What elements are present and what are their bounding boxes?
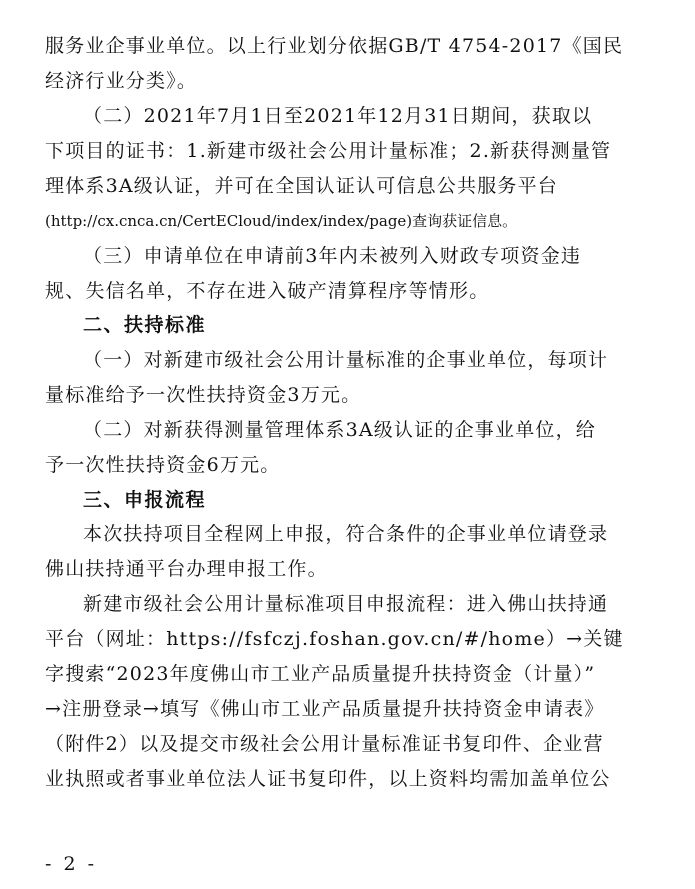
paragraph-line: 佛山扶持通平台办理申报工作。 xyxy=(45,558,328,580)
section-heading: 二、扶持标准 xyxy=(83,314,207,336)
paragraph-line: （三）申请单位在申请前3年内未被列入财政专项资金违 xyxy=(83,245,582,267)
paragraph-line: 下项目的证书：1.新建市级社会公用计量标准；2.新获得测量管 xyxy=(45,140,612,162)
paragraph-line: （附件2）以及提交市级社会公用计量标准证书复印件、企业营 xyxy=(45,733,604,755)
paragraph-line: 经济行业分类》。 xyxy=(45,70,198,92)
paragraph-line: 本次扶持项目全程网上申报，符合条件的企事业单位请登录 xyxy=(83,523,609,545)
paragraph-line: 予一次性扶持资金6万元。 xyxy=(45,454,281,476)
paragraph-line: →注册登录→填写《佛山市工业产品质量提升扶持资金申请表》 xyxy=(45,698,605,720)
paragraph-line: 业执照或者事业单位法人证书复印件，以上资料均需加盖单位公 xyxy=(45,768,611,790)
paragraph-line: 平台（网址：https://fsfczj.foshan.gov.cn/#/home）→关键 xyxy=(45,628,624,650)
paragraph-line: 服务业企事业单位。以上行业划分依据GB/T 4754-2017《国民 xyxy=(45,35,624,57)
paragraph-line: 理体系3A级认证，并可在全国认证认可信息公共服务平台 xyxy=(45,175,559,197)
paragraph-line: 量标准给予一次性扶持资金3万元。 xyxy=(45,384,362,406)
paragraph-line: 规、失信名单，不存在进入破产清算程序等情形。 xyxy=(45,280,490,302)
section-heading: 三、申报流程 xyxy=(83,489,207,511)
paragraph-line: 字搜索“2023年度佛山市工业产品质量提升扶持资金（计量）” xyxy=(45,663,596,685)
page-number: - 2 - xyxy=(45,853,98,875)
paragraph-line: （二）2021年7月1日至2021年12月31日期间，获取以 xyxy=(83,105,593,127)
paragraph-line: （二）对新获得测量管理体系3A级认证的企事业单位，给 xyxy=(83,419,597,441)
paragraph-line-url: (http://cx.cnca.cn/CertECloud/index/index/page)查询获证信息。 xyxy=(45,212,518,230)
paragraph-line: 新建市级社会公用计量标准项目申报流程：进入佛山扶持通 xyxy=(83,593,609,615)
paragraph-line: （一）对新建市级社会公用计量标准的企事业单位，每项计 xyxy=(83,349,609,371)
